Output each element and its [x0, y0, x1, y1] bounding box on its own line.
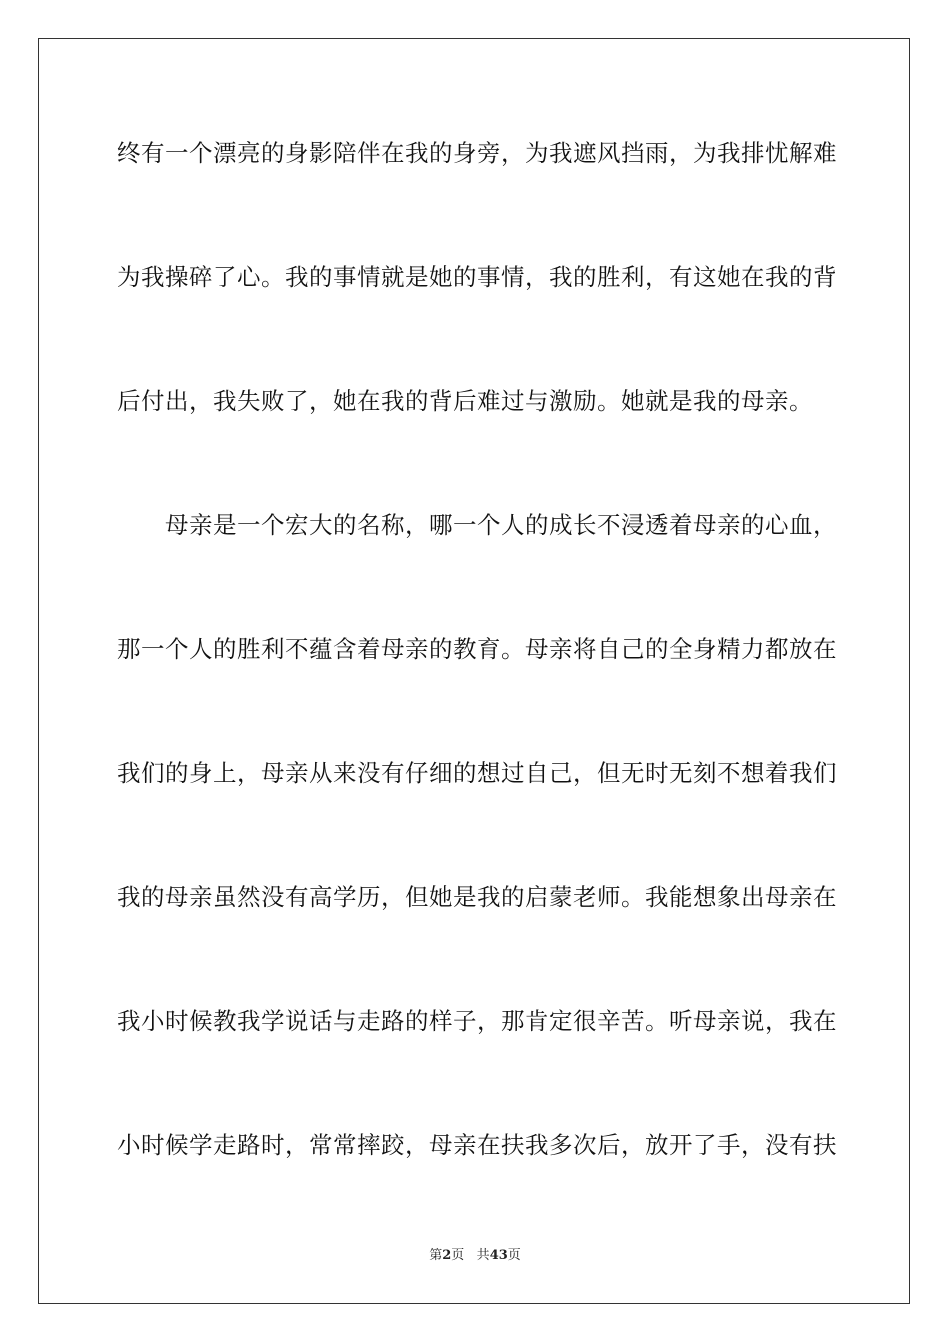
body-text-line: 小时候学走路时，常常摔跤，母亲在扶我多次后，放开了手，没有扶: [117, 1131, 837, 1159]
body-text-line: 后付出，我失败了，她在我的背后难过与激励。她就是我的母亲。: [117, 387, 813, 415]
body-text-line: 我的母亲虽然没有高学历，但她是我的启蒙老师。我能想象出母亲在: [117, 883, 837, 911]
page-prefix: 第: [429, 1248, 443, 1263]
page-border: [38, 38, 910, 1304]
body-text-line: 为我操碎了心。我的事情就是她的事情，我的胜利，有这她在我的背: [117, 263, 837, 291]
body-text-line: 那一个人的胜利不蕴含着母亲的教育。母亲将自己的全身精力都放在: [117, 635, 837, 663]
total-pages: 43: [489, 1248, 508, 1263]
page-suffix: 页: [451, 1248, 465, 1263]
body-text-line: 我们的身上，母亲从来没有仔细的想过自己，但无时无刻不想着我们: [117, 759, 837, 787]
total-prefix: 共: [476, 1248, 490, 1263]
total-suffix: 页: [507, 1248, 521, 1263]
body-text-line: 我小时候教我学说话与走路的样子，那肯定很辛苦。听母亲说，我在: [117, 1007, 837, 1035]
page-footer: [0, 1247, 950, 1265]
page-number: 2: [442, 1248, 452, 1263]
body-text-line: 终有一个漂亮的身影陪伴在我的身旁，为我遮风挡雨，为我排忧解难: [117, 139, 837, 167]
paragraph-first-line: 母亲是一个宏大的名称，哪一个人的成长不浸透着母亲的心血，: [165, 511, 837, 539]
